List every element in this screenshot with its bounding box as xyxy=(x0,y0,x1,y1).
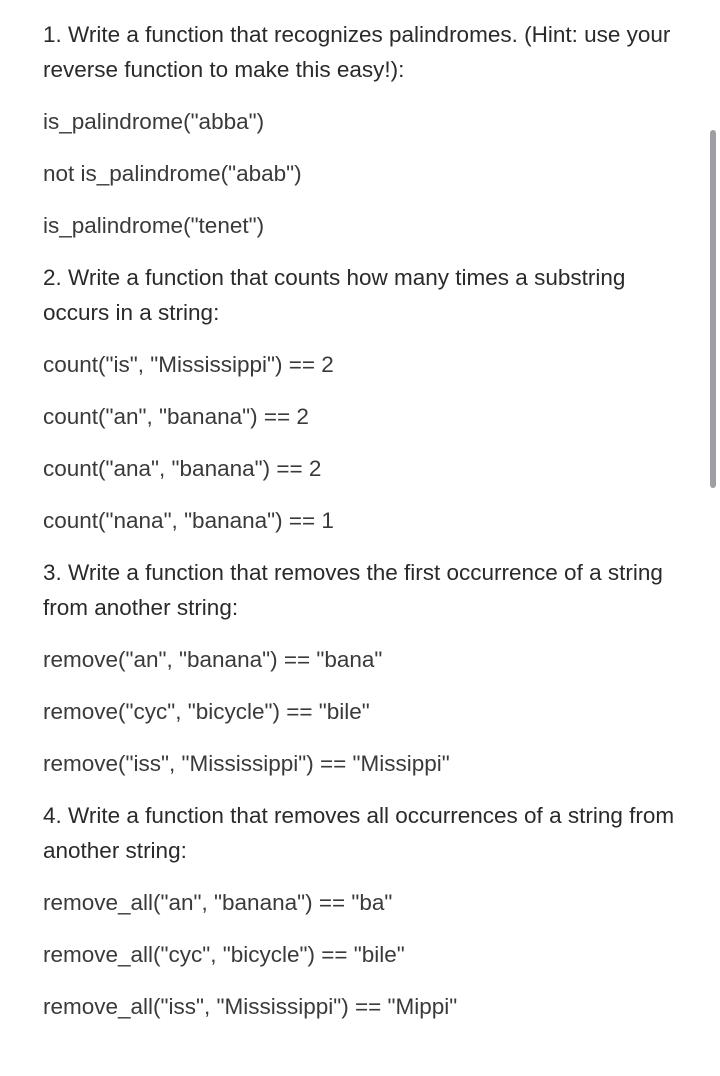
exercise-example: count("is", "Mississippi") == 2 xyxy=(43,352,334,377)
exercise-example: remove_all("iss", "Mississippi") == "Mippi" xyxy=(43,994,458,1019)
exercise-prompt: 4. Write a function that removes all occurrences of a string from another string: xyxy=(43,803,675,863)
exercise-example: not is_palindrome("abab") xyxy=(43,161,302,186)
exercise-1 xyxy=(43,17,683,243)
exercise-prompt: 2. Write a function that counts how many times a substring occurs in a string: xyxy=(43,265,626,325)
scrollbar-thumb[interactable] xyxy=(710,130,716,488)
exercise-example: count("nana", "banana") == 1 xyxy=(43,508,334,533)
exercise-example: count("an", "banana") == 2 xyxy=(43,404,309,429)
exercise-prompt: 3. Write a function that removes the first occurrence of a string from another string: xyxy=(43,560,663,620)
exercise-example: remove("cyc", "bicycle") == "bile" xyxy=(43,699,370,724)
exercise-example: count("ana", "banana") == 2 xyxy=(43,456,322,481)
vertical-scrollbar[interactable] xyxy=(710,130,716,488)
exercise-document xyxy=(43,17,683,1041)
exercise-example: remove("iss", "Mississippi") == "Missippi" xyxy=(43,751,450,776)
exercise-example: remove_all("cyc", "bicycle") == "bile" xyxy=(43,942,405,967)
exercise-example: is_palindrome("abba") xyxy=(43,109,265,134)
exercise-prompt: 1. Write a function that recognizes palindromes. (Hint: use your reverse function to make this easy!): xyxy=(43,22,671,82)
exercise-4 xyxy=(43,798,683,1024)
exercise-example: is_palindrome("tenet") xyxy=(43,213,265,238)
exercise-3 xyxy=(43,555,683,781)
exercise-example: remove("an", "banana") == "bana" xyxy=(43,647,383,672)
exercise-example: remove_all("an", "banana") == "ba" xyxy=(43,890,393,915)
exercise-2 xyxy=(43,260,683,538)
